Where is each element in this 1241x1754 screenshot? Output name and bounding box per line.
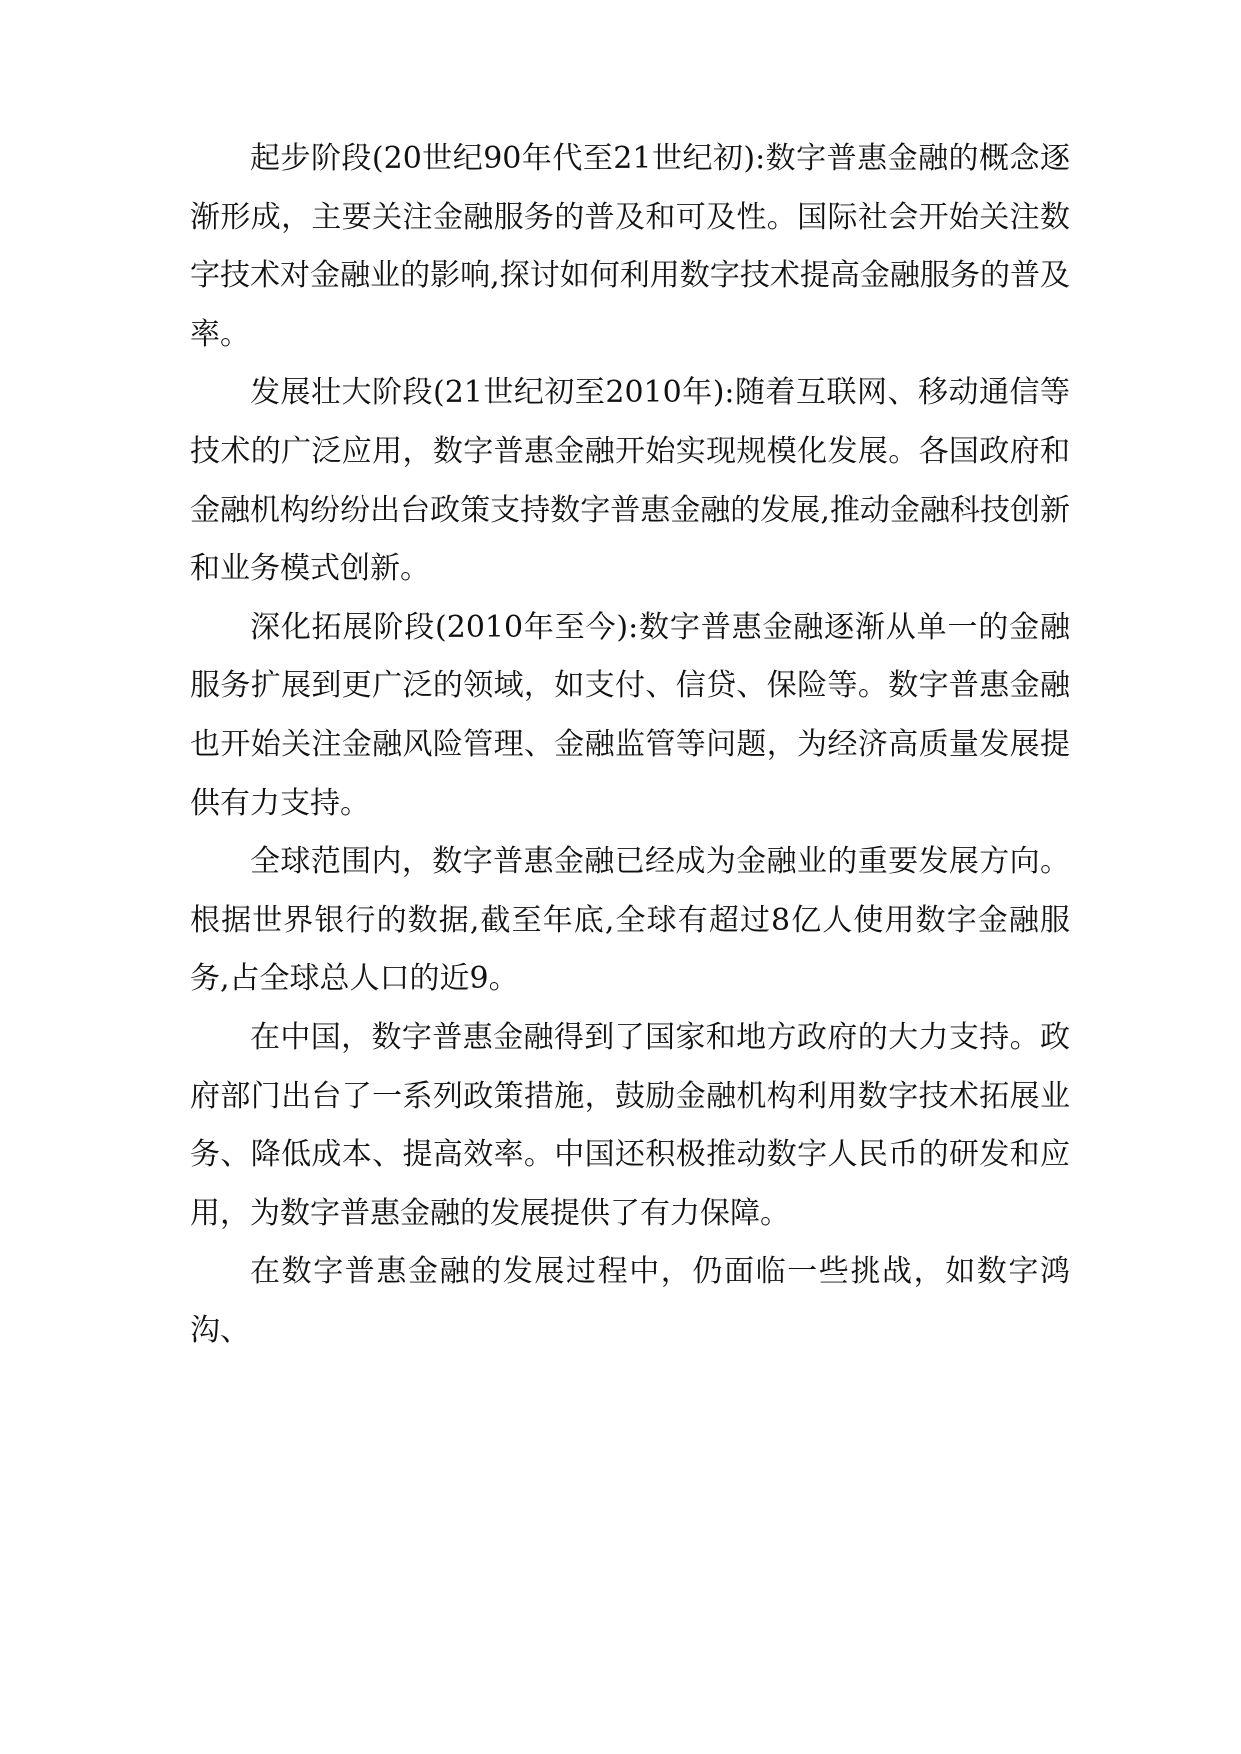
- paragraph-global-scope: 全球范围内，数字普惠金融已经成为金融业的重要发展方向。根据世界银行的数据,截至年底,全球有超过8亿人使用数字金融服务,占全球总人口的近9。: [190, 844, 1070, 997]
- paragraph-deepening-stage: 深化拓展阶段(2010年至今):数字普惠金融逐渐从单一的金融服务扩展到更广泛的领域，如支付、信贷、保险等。数字普惠金融也开始关注金融风险管理、金融监管等问题，为经济高质量发展提供有力支持。: [190, 609, 1070, 821]
- paragraph-china: 在中国，数字普惠金融得到了国家和地方政府的大力支持。政府部门出台了一系列政策措施，鼓励金融机构利用数字技术拓展业务、降低成本、提高效率。中国还积极推动数字人民币的研发和应用，为数字普惠金融的发展提供了有力保障。: [190, 1019, 1070, 1231]
- paragraph-growth-stage: 发展壮大阶段(21世纪初至2010年):随着互联网、移动通信等技术的广泛应用，数字普惠金融开始实现规模化发展。各国政府和金融机构纷纷出台政策支持数字普惠金融的发展,推动金融科技创新和业务模式创新。: [190, 375, 1070, 587]
- document-body: [190, 130, 1070, 1360]
- paragraph-challenges: 在数字普惠金融的发展过程中，仍面临一些挑战，如数字鸿沟、: [190, 1254, 1070, 1348]
- paragraph-startup-stage: 起步阶段(20世纪90年代至21世纪初):数字普惠金融的概念逐渐形成，主要关注金融服务的普及和可及性。国际社会开始关注数字技术对金融业的影响,探讨如何利用数字技术提高金融服务的普及率。: [190, 141, 1070, 352]
